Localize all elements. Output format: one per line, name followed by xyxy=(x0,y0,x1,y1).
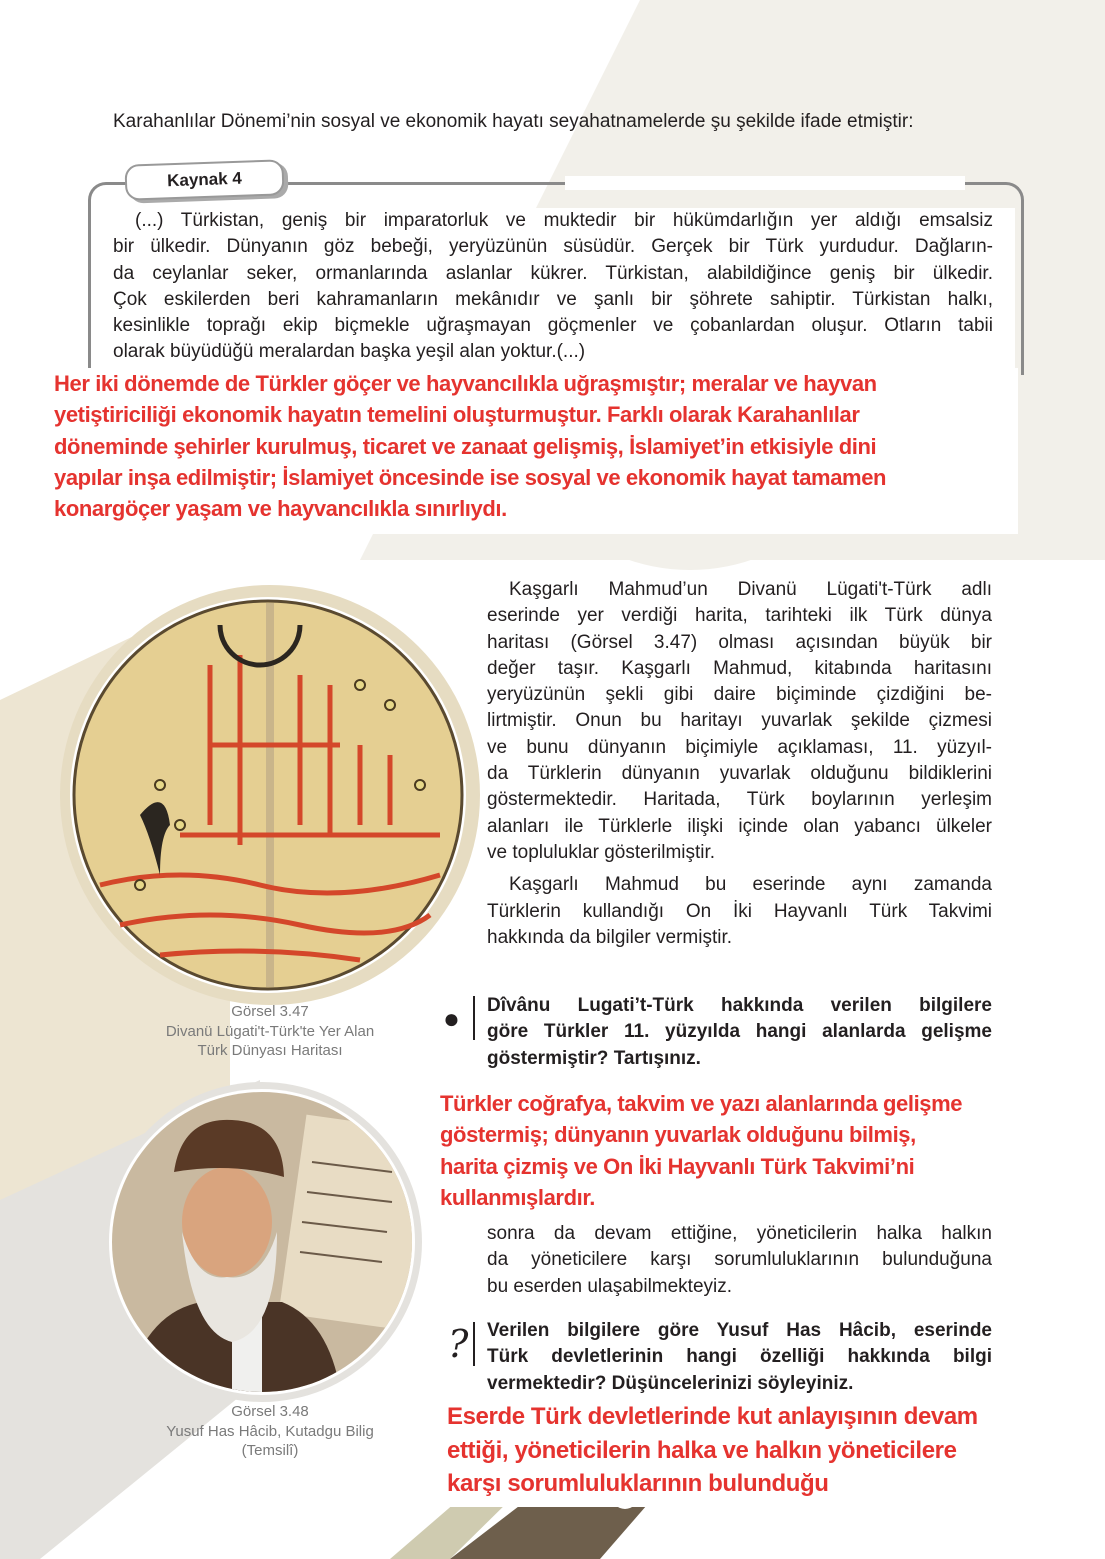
answer-line: Eserde Türk devletlerinde kut anlayışının devam xyxy=(447,1403,978,1430)
figure-1-caption xyxy=(120,1002,420,1061)
text-line: sonra da devam ettiğine, yöneticilerin halka halkın xyxy=(487,1223,992,1244)
text-line: bu eserden ulaşabilmekteyiz. xyxy=(487,1275,733,1297)
yusuf-has-hacib-portrait xyxy=(102,1082,422,1402)
figure-number: Görsel 3.48 xyxy=(231,1403,309,1420)
question-line: Türk devletlerinin hangi özelliği hakkında bilgi xyxy=(487,1346,992,1368)
question-mark-icon: ? xyxy=(448,1322,469,1366)
answer-3 xyxy=(443,1400,982,1507)
source-label: Kaynak 4 xyxy=(124,159,284,201)
answer-line: Her iki dönemde de Türkler göçer ve hayvancılıkla uğraşmıştır; meralar ve hayvan xyxy=(54,371,877,396)
text-line: ve topluluklar gösterilmiştir. xyxy=(487,841,716,863)
frame-gap xyxy=(565,176,965,190)
source-line: bir ülkedir. Dünyanın göz bebeği, yeryüzünün süsüdür. Gerçek bir Türk yurdudur. Dağların- xyxy=(113,236,993,258)
text-line: değer taşır. Kaşgarlı Mahmud, kitabında haritasını xyxy=(487,657,992,679)
question-line: göstermiştir? Tartışınız. xyxy=(487,1047,701,1069)
question-line: vermektedir? Düşüncelerinizi söyleyiniz. xyxy=(487,1372,854,1394)
answer-line: döneminde şehirler kurulmuş, ticaret ve zanaat gelişmiş, İslamiyet’in etkisiyle dini xyxy=(54,433,877,459)
divider xyxy=(473,996,475,1040)
question-line: Dîvânu Lugati’t-Türk hakkında verilen bilgilere xyxy=(487,995,992,1016)
question-line: Verilen bilgilere göre Yusuf Has Hâcib, eserinde xyxy=(487,1320,992,1341)
source-line: (...) Türkistan, geniş bir imparatorluk ve muktedir bir hükümdarlığın yer aldığı emsalsiz xyxy=(135,210,993,231)
source-line: olarak büyüdüğü meralardan başka yeşil alan yoktur.(...) xyxy=(113,341,586,363)
answer-line: yapılar inşa edilmiştir; İslamiyet öncesinde ise sosyal ve ekonomik hayat tamamen xyxy=(54,464,887,490)
text-line: da Türklerin dünyanın yuvarlak olduğunu bildiklerini xyxy=(487,763,992,785)
intro-text: Karahanlılar Dönemi’nin sosyal ve ekonomik hayatı seyahatnamelerde şu şekilde ifade etmiştir: xyxy=(113,111,914,132)
answer-1 xyxy=(50,368,1018,534)
source-text xyxy=(113,208,993,366)
caption-line: Türk Dünyası Haritası xyxy=(197,1042,343,1059)
answer-line: Türkler coğrafya, takvim ve yazı alanlarında gelişme xyxy=(440,1091,963,1116)
caption-line: Divanü Lügati't-Türk'te Yer Alan xyxy=(165,1022,375,1040)
text-line: Kaşgarlı Mahmud’un Divanü Lügati't-Türk adlı xyxy=(509,579,992,600)
answer-line: konargöçer yaşam ve hayvancılıkla sınırlıydı. xyxy=(54,496,507,522)
divider xyxy=(473,1322,475,1366)
text-line: haritası (Görsel 3.47) olması açısından büyük bir xyxy=(487,631,992,653)
text-line: da yöneticilere karşı sorumluluklarının bulunduğuna xyxy=(487,1249,992,1271)
paragraph-kutadgu xyxy=(487,1221,992,1300)
source-line: kesinlikle toprağı ekip biçmekle uğraşmayan göçmenler ve çobanlardan oluşur. Otların tabii xyxy=(113,315,993,337)
text-line: ve bunu dünyanın biçimiyle açıklaması, 11. yüzyıl- xyxy=(487,736,992,758)
text-line: lirtmiştir. Onun bu haritayı yuvarlak şekilde çizmesi xyxy=(487,710,992,732)
answer-line: harita çizmiş ve On İki Hayvanlı Türk Takvimi’ni xyxy=(440,1153,915,1179)
text-line: Kaşgarlı Mahmud bu eserinde aynı zamanda xyxy=(509,874,992,896)
text-line: Türklerin kullandığı On İki Hayvanlı Türk Takvimi xyxy=(487,900,992,922)
question-1 xyxy=(487,993,992,1072)
answer-line: ettiği, yöneticilerin halka ve halkın yöneticilere xyxy=(447,1436,957,1464)
caption-line: (Temsilî) xyxy=(241,1442,299,1459)
caption-line: Yusuf Has Hâcib, Kutadgu Bilig xyxy=(166,1422,374,1440)
answer-line: kullanmışlardır. xyxy=(440,1184,596,1210)
answer-line: göstermiş; dünyanın yuvarlak olduğunu bilmiş, xyxy=(440,1122,916,1148)
turk-world-map-image xyxy=(60,585,480,1005)
question-2 xyxy=(487,1318,992,1397)
text-line: yeryüzünün şekli gibi daire biçiminde çizdiğini be- xyxy=(487,684,992,706)
figure-2-caption xyxy=(120,1402,420,1461)
answer-2 xyxy=(436,1088,1054,1213)
text-line: hakkında da bilgiler vermiştir. xyxy=(487,926,732,948)
source-line: Çok eskilerden beri kahramanların mekânıdır ve şanlı bir şöhrete sahiptir. Türkistan halkı, xyxy=(113,288,993,310)
answer-line: karşı sorumluluklarının bulunduğu xyxy=(447,1470,829,1497)
text-line: eserinde yer verdiği harita, tarihteki ilk Türk dünya xyxy=(487,605,992,627)
figure-number: Görsel 3.47 xyxy=(231,1003,309,1020)
discussion-icon: ● xyxy=(443,1003,460,1034)
text-line: alanları ile Türklerle ilişki içinde olan yabancı ülkeler xyxy=(487,815,992,837)
source-line: da ceylanlar seker, ormanlarında aslanlar kükrer. Türkistan, alabildiğince geniş bir ülkedir. xyxy=(113,262,993,284)
text-line: göstermektedir. Haritada, Türk boylarının yerleşim xyxy=(487,789,992,811)
question-line: göre Türkler 11. yüzyılda hangi alanlarda gelişme xyxy=(487,1021,992,1043)
answer-line: yetiştiriciliği ekonomik hayatın temelini oluşturmuştur. Farklı olarak Karahanlılar xyxy=(54,402,860,428)
paragraph-map xyxy=(487,577,992,951)
